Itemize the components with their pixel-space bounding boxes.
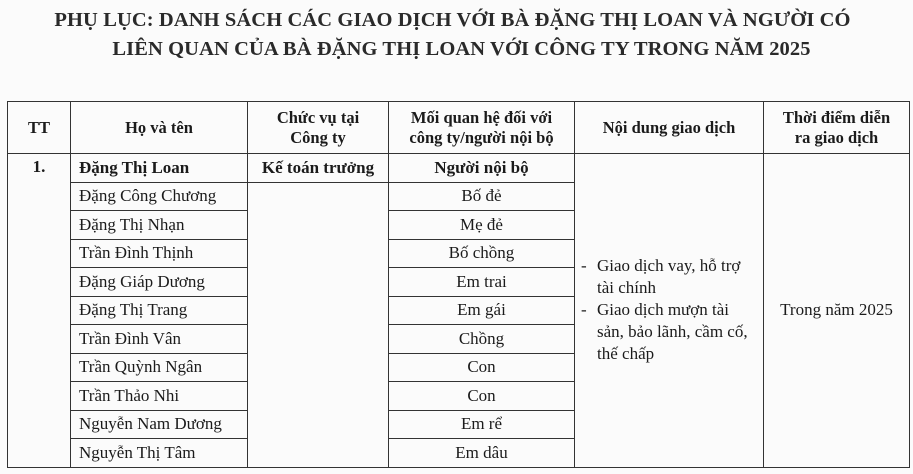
table-header-row	[8, 102, 910, 154]
header-position	[248, 102, 389, 154]
page-title	[0, 6, 913, 64]
time-cell: Trong năm 2025	[764, 154, 910, 468]
relation-cell: Em gái	[389, 296, 575, 325]
relation-cell: Người nội bộ	[389, 154, 575, 183]
name-cell: Đặng Thị Loan	[71, 154, 248, 183]
header-relation-line1: Mối quan hệ đối với	[410, 107, 553, 127]
header-relation-line2: công ty/người nội bộ	[409, 127, 554, 147]
name-cell: Đặng Giáp Dương	[71, 268, 248, 297]
content-item-text: Giao dịch vay, hỗ trợ tài chính	[597, 256, 741, 298]
title-line-2: LIÊN QUAN CỦA BÀ ĐẶNG THỊ LOAN VỚI CÔNG TY TRONG NĂM 2025	[112, 38, 811, 60]
relation-cell: Chồng	[389, 325, 575, 354]
position-cell: Kế toán trưởng	[248, 154, 389, 183]
header-position-line1: Chức vụ tại	[276, 107, 360, 127]
name-cell: Trần Đình Thịnh	[71, 239, 248, 268]
relation-cell: Con	[389, 382, 575, 411]
content-item	[581, 299, 759, 365]
relation-cell: Mẹ đẻ	[389, 211, 575, 240]
title-line-1: PHỤ LỤC: DANH SÁCH CÁC GIAO DỊCH VỚI BÀ ĐẶNG THỊ LOAN VÀ NGƯỜI CÓ	[54, 9, 851, 31]
name-cell: Trần Thảo Nhi	[71, 382, 248, 411]
name-cell: Trần Đình Vân	[71, 325, 248, 354]
header-name: Họ và tên	[71, 102, 248, 154]
header-tt: TT	[8, 102, 71, 154]
relation-cell: Bố đẻ	[389, 182, 575, 211]
header-content: Nội dung giao dịch	[575, 102, 764, 154]
name-cell: Nguyễn Thị Tâm	[71, 439, 248, 468]
name-cell: Đặng Công Chương	[71, 182, 248, 211]
bullet-dash: -	[581, 256, 587, 276]
name-cell: Trần Quỳnh Ngân	[71, 353, 248, 382]
name-cell: Đặng Thị Trang	[71, 296, 248, 325]
position-empty-cell	[248, 182, 389, 467]
name-cell: Nguyễn Nam Dương	[71, 410, 248, 439]
relation-cell: Em rể	[389, 410, 575, 439]
bullet-dash: -	[581, 300, 587, 320]
content-list	[581, 255, 759, 365]
relation-cell: Con	[389, 353, 575, 382]
name-cell: Đặng Thị Nhạn	[71, 211, 248, 240]
content-cell	[575, 154, 764, 468]
row-number: 1.	[8, 154, 71, 468]
header-time	[764, 102, 910, 154]
table-row	[8, 154, 910, 183]
relation-cell: Em trai	[389, 268, 575, 297]
relation-cell: Bố chồng	[389, 239, 575, 268]
content-item-text: Giao dịch mượn tài sản, bảo lãnh, cầm cố, thế chấp	[597, 300, 748, 364]
header-relation	[389, 102, 575, 154]
transactions-table	[7, 101, 910, 468]
content-item	[581, 255, 759, 299]
header-time-line1: Thời điểm diễn	[782, 107, 891, 127]
relation-cell: Em dâu	[389, 439, 575, 468]
header-time-line2: ra giao dịch	[794, 127, 879, 147]
header-position-line2: Công ty	[290, 127, 346, 147]
